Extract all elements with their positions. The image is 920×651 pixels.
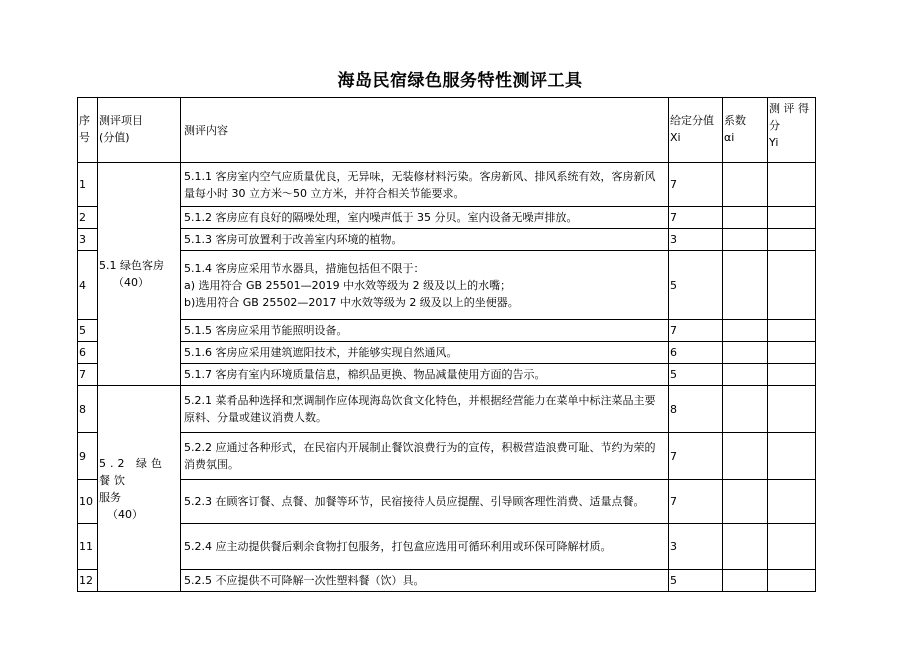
row-content: 5.1.7 客房有室内环境质量信息，棉织品更换、物品减量使用方面的告示。: [181, 364, 669, 386]
row-result: [768, 386, 816, 433]
row-result: [768, 364, 816, 386]
row-given-score: 8: [669, 386, 723, 433]
header-given-line1: 给定分值: [670, 114, 714, 127]
header-coef-line1: 系数: [724, 114, 746, 127]
row-coefficient: [723, 433, 768, 480]
row-coefficient: [723, 229, 768, 251]
row-coefficient: [723, 570, 768, 592]
row-number: 8: [78, 386, 98, 433]
header-score-line2: 分: [769, 119, 780, 132]
header-item-line1: 测评项目: [99, 114, 143, 127]
row-result: [768, 524, 816, 570]
header-no: 序号: [78, 98, 98, 163]
row-coefficient: [723, 251, 768, 320]
group-label-line1: 5.1 绿色客房: [99, 259, 164, 272]
table-row: [78, 433, 816, 480]
row-number: 9: [78, 433, 98, 480]
row-content: 5.2.2 应通过各种形式，在民宿内开展制止餐饮浪费行为的宣传，积极营造浪费可耻、节约为荣的消费氛围。: [181, 433, 669, 480]
row-coefficient: [723, 163, 768, 207]
table-header-row: [78, 98, 816, 163]
row-result: [768, 342, 816, 364]
row-content-line2: a) 选用符合 GB 25501—2019 中水效等级为 2 级及以上的水嘴；: [184, 278, 512, 292]
row-number: 7: [78, 364, 98, 386]
row-content-line3: b)选用符合 GB 25502—2017 中水效等级为 2 级及以上的坐便器。: [184, 295, 519, 309]
evaluation-table: [77, 97, 816, 592]
row-given-score: 7: [669, 207, 723, 229]
table-row: [78, 386, 816, 433]
row-coefficient: [723, 207, 768, 229]
table-row: [78, 163, 816, 207]
row-result: [768, 207, 816, 229]
table-row: [78, 229, 816, 251]
header-given-line2: Xi: [670, 131, 681, 144]
row-content: 5.1.1 客房室内空气应质量优良，无异味，无装修材料污染。客房新风、排风系统有效，客房新风量每小时 30 立方米～50 立方米，并符合相关节能要求。: [181, 163, 669, 207]
header-score-line3: Yi: [769, 136, 779, 149]
header-item-line2: (分值): [99, 131, 130, 144]
row-number: 11: [78, 524, 98, 570]
row-given-score: 5: [669, 570, 723, 592]
row-given-score: 7: [669, 320, 723, 342]
row-content-line1: 5.1.4 客房应采用节水器具，措施包括但不限于：: [184, 261, 425, 275]
row-result: [768, 570, 816, 592]
row-result: [768, 229, 816, 251]
row-content: 5.2.1 菜肴品种选择和烹调制作应体现海岛饮食文化特色，并根据经营能力在菜单中标注菜品主要原料、分量或建议消费人数。: [181, 386, 669, 433]
group-green-room: [98, 163, 181, 386]
header-coefficient: [723, 98, 768, 163]
row-result: [768, 163, 816, 207]
row-given-score: 6: [669, 342, 723, 364]
row-given-score: 7: [669, 163, 723, 207]
table-row: [78, 524, 816, 570]
row-coefficient: [723, 320, 768, 342]
header-given-score: [669, 98, 723, 163]
row-content: 5.1.3 客房可放置利于改善室内环境的植物。: [181, 229, 669, 251]
row-content: 5.1.2 客房应有良好的隔噪处理，室内噪声低于 35 分贝。室内设备无噪声排放。: [181, 207, 669, 229]
document-title: 海岛民宿绿色服务特性测评工具: [337, 71, 583, 91]
row-content: 5.2.5 不应提供不可降解一次性塑料餐（饮）具。: [181, 570, 669, 592]
row-number: 10: [78, 480, 98, 524]
group-label-line1: 5.2 绿色餐饮: [99, 456, 166, 487]
row-result: [768, 320, 816, 342]
row-content: [181, 251, 669, 320]
row-given-score: 5: [669, 364, 723, 386]
header-coef-line2: αi: [724, 131, 735, 144]
header-item: [98, 98, 181, 163]
row-number: 5: [78, 320, 98, 342]
group-green-catering: [98, 386, 181, 592]
row-coefficient: [723, 364, 768, 386]
row-coefficient: [723, 524, 768, 570]
row-result: [768, 480, 816, 524]
header-result-score: [768, 98, 816, 163]
table-row: [78, 364, 816, 386]
row-content: 5.2.3 在顾客订餐、点餐、加餐等环节，民宿接待人员应提醒、引导顾客理性消费、适量点餐。: [181, 480, 669, 524]
table-row: [78, 320, 816, 342]
row-number: 12: [78, 570, 98, 592]
row-coefficient: [723, 342, 768, 364]
row-result: [768, 433, 816, 480]
group-label-line2: 服务: [99, 490, 121, 504]
row-content: 5.2.4 应主动提供餐后剩余食物打包服务，打包盒应选用可循环利用或环保可降解材质。: [181, 524, 669, 570]
table-row: [78, 342, 816, 364]
row-number: 3: [78, 229, 98, 251]
table-row: [78, 207, 816, 229]
row-given-score: 7: [669, 433, 723, 480]
row-number: 1: [78, 163, 98, 207]
table-row: [78, 570, 816, 592]
header-score-line1: 测 评 得: [769, 102, 809, 115]
header-content: 测评内容: [181, 98, 669, 163]
table-row: [78, 480, 816, 524]
row-given-score: 5: [669, 251, 723, 320]
row-coefficient: [723, 480, 768, 524]
group-label-line2: （40）: [113, 276, 149, 289]
table-row: [78, 251, 816, 320]
row-number: 6: [78, 342, 98, 364]
row-given-score: 3: [669, 229, 723, 251]
group-label-line3: （40）: [107, 507, 143, 521]
row-content: 5.1.6 客房应采用建筑遮阳技术，并能够实现自然通风。: [181, 342, 669, 364]
row-number: 2: [78, 207, 98, 229]
row-result: [768, 251, 816, 320]
row-coefficient: [723, 386, 768, 433]
row-number: 4: [78, 251, 98, 320]
row-given-score: 3: [669, 524, 723, 570]
row-content: 5.1.5 客房应采用节能照明设备。: [181, 320, 669, 342]
row-given-score: 7: [669, 480, 723, 524]
